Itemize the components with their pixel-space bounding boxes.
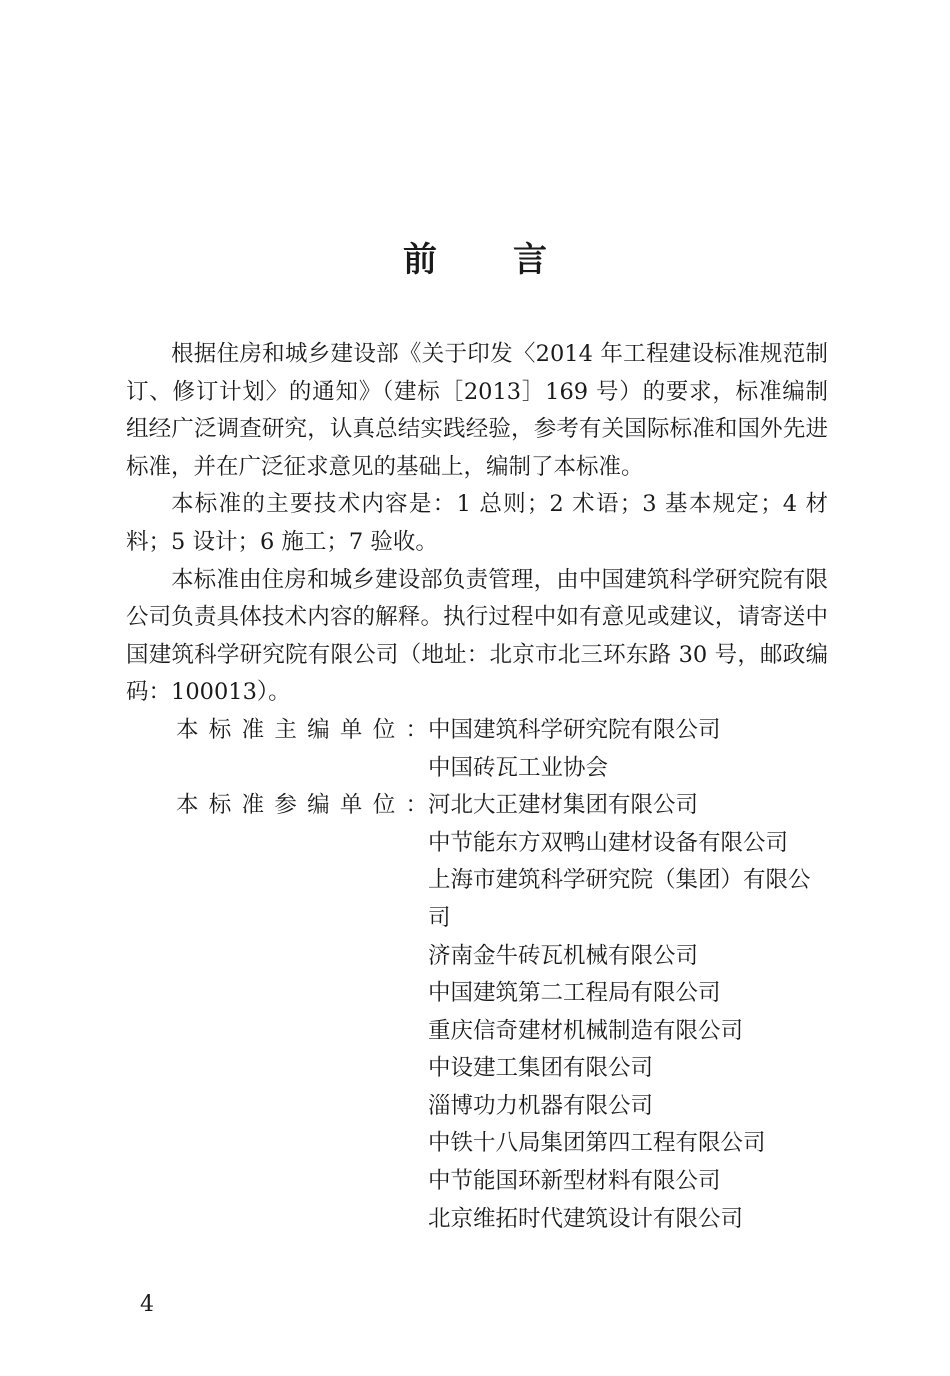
participating-unit-item: 河北大正建材集团有限公司 [428, 792, 699, 819]
participating-unit-item: 重庆信奇建材机械制造有限公司 [428, 1017, 744, 1044]
participating-unit-item: 中节能国环新型材料有限公司 [428, 1168, 721, 1195]
chief-units-label: 本标准主编单位： [176, 716, 428, 743]
participating-unit-item: 北京维拓时代建筑设计有限公司 [428, 1205, 744, 1232]
chief-unit-item: 中国砖瓦工业协会 [428, 754, 609, 781]
chief-unit-item: 中国建筑科学研究院有限公司 [428, 716, 721, 743]
participating-unit-item: 中设建工集团有限公司 [428, 1055, 654, 1082]
participating-unit-item: 上海市建筑科学研究院（集团）有限公司 [428, 867, 811, 931]
participating-unit-item: 淄博功力机器有限公司 [428, 1092, 654, 1119]
participating-unit-item: 中国建筑第二工程局有限公司 [428, 980, 721, 1007]
title-char-2: 言 [513, 240, 547, 280]
page-number: 4 [140, 1292, 154, 1317]
paragraph-contents: 本标准的主要技术内容是：1 总则；2 术语；3 基本规定；4 材料；5 设计；6 施工；7 验收。 [126, 491, 828, 555]
paragraph-management: 本标准由住房和城乡建设部负责管理，由中国建筑科学研究院有限公司负责具体技术内容的解释。执行过程中如有意见或建议，请寄送中国建筑科学研究院有限公司（地址：北京市北三环东路 30 号，邮政编码：100013）。 [126, 566, 828, 706]
participating-unit-item: 中节能东方双鸭山建材设备有限公司 [428, 829, 789, 856]
preface-body [126, 336, 828, 1238]
participating-units-section [126, 787, 828, 1238]
participating-units-list [428, 787, 828, 1238]
participating-unit-item: 济南金牛砖瓦机械有限公司 [428, 942, 699, 969]
participating-unit-item: 中铁十八局集团第四工程有限公司 [428, 1130, 766, 1157]
chief-units-list [428, 712, 828, 787]
chief-units-section [126, 712, 828, 787]
paragraph-basis: 根据住房和城乡建设部《关于印发〈2014 年工程建设标准规范制订、修订计划〉的通知》（建标［2013］169 号）的要求，标准编制组经广泛调查研究，认真总结实践经验，参考有关国际标准和国外先进标准，并在广泛征求意见的基础上，编制了本标准。 [126, 341, 828, 480]
participating-units-label: 本标准参编单位： [176, 792, 428, 819]
title-char-1: 前 [403, 240, 437, 280]
page-title [0, 232, 950, 288]
